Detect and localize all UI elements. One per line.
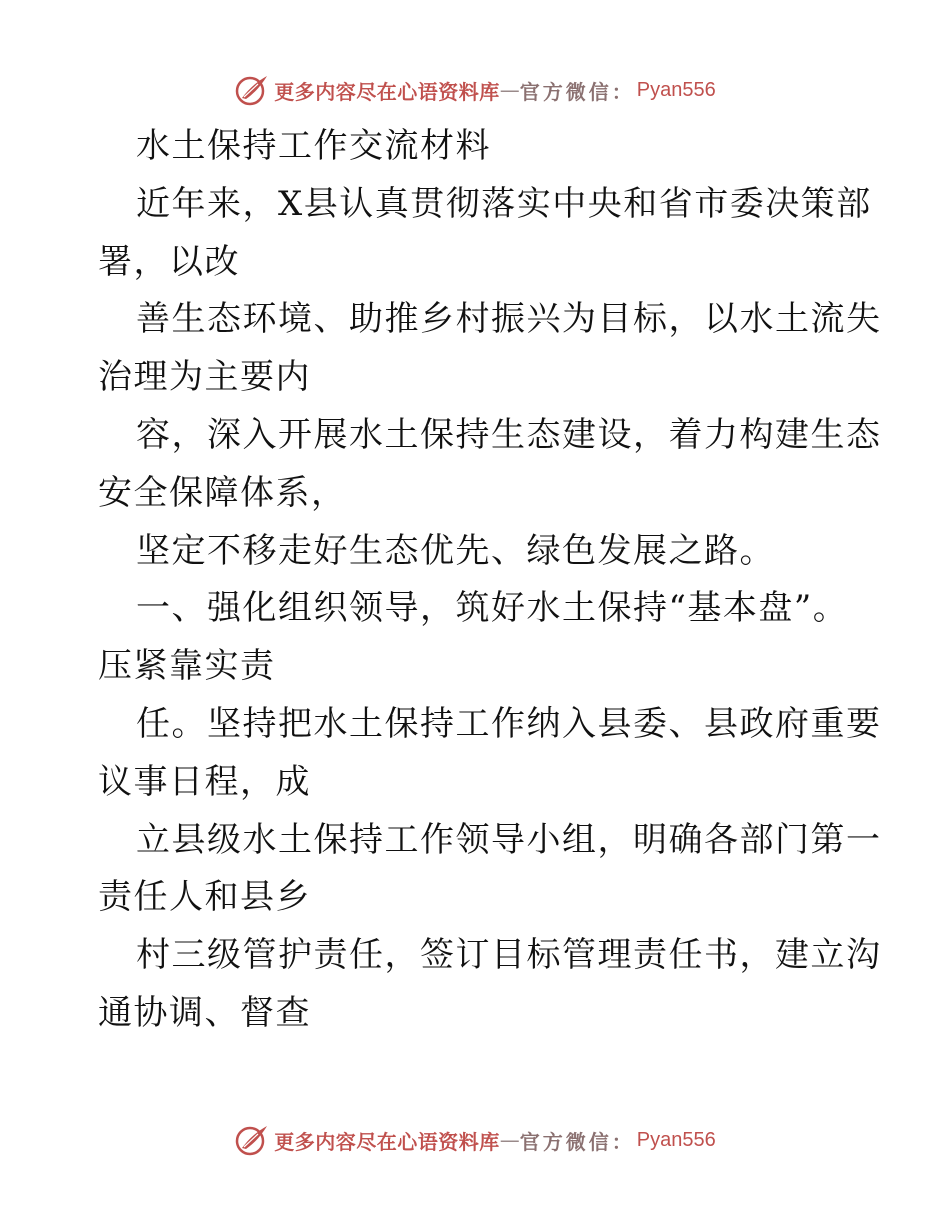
text-line: 立县级水土保持工作领导小组，明确各部门第一	[136, 819, 882, 860]
watermark-wechat-id: Pyan556	[636, 1128, 716, 1151]
watermark-wechat-label: 官方微信：	[519, 1129, 635, 1154]
text-line: 安全保障体系，	[98, 472, 347, 513]
feather-pen-logo-icon	[234, 72, 270, 108]
text-line: 坚定不移走好生态优先、绿色发展之路。	[136, 530, 775, 571]
text-line: 压紧靠实责	[98, 646, 276, 687]
text-line: 近年来，X县认真贯彻落实中央和省市委决策部	[136, 183, 872, 224]
section-heading-1: 一、强化组织领导，筑好水土保持“基本盘”。	[136, 588, 849, 629]
document-title: 水土保持工作交流材料	[136, 126, 491, 166]
watermark-site-text: 更多内容尽在心语资料库	[274, 79, 500, 104]
header-watermark	[0, 70, 950, 110]
text-line: 治理为主要内	[98, 357, 311, 398]
watermark-wechat-label: 官方微信：	[519, 79, 635, 104]
watermark-site-text: 更多内容尽在心语资料库	[274, 1129, 500, 1154]
text-line: 村三级管护责任，签订目标管理责任书，建立沟	[136, 935, 882, 976]
feather-pen-logo-icon	[234, 1122, 270, 1158]
document-body	[98, 118, 882, 1043]
watermark-separator: —	[499, 1128, 520, 1152]
text-line: 署，以改	[98, 241, 240, 282]
text-line: 通协调、督查	[98, 992, 311, 1033]
footer-watermark	[0, 1120, 950, 1160]
watermark-wechat-id: Pyan556	[636, 78, 716, 101]
watermark-separator: —	[499, 78, 520, 102]
text-line: 任。坚持把水土保持工作纳入县委、县政府重要	[136, 703, 882, 744]
text-line: 善生态环境、助推乡村振兴为目标，以水土流失	[136, 299, 882, 340]
text-line: 容，深入开展水土保持生态建设，着力构建生态	[136, 414, 882, 455]
text-line: 议事日程，成	[98, 761, 311, 802]
text-line: 责任人和县乡	[98, 877, 311, 918]
